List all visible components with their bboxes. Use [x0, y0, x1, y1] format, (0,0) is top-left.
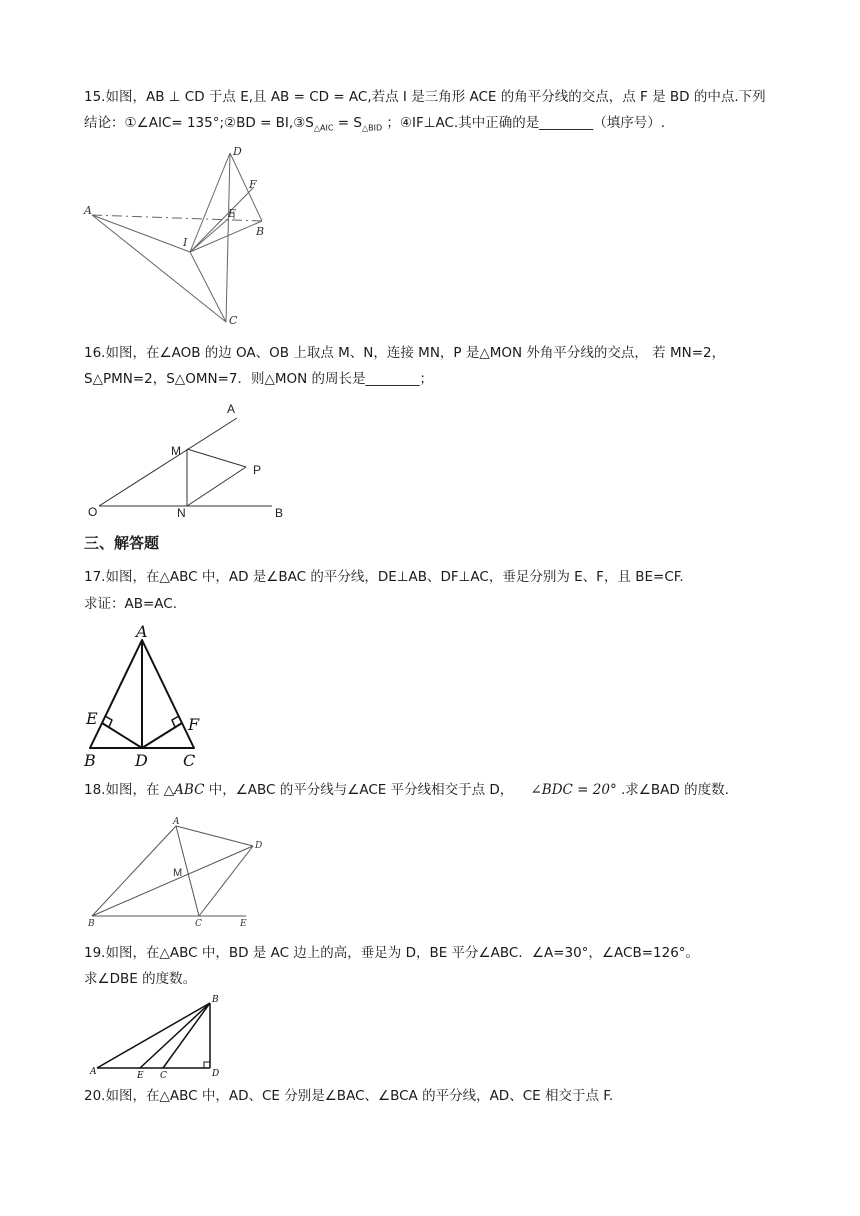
q18-text-b: 中，∠ABC 的平分线与∠ACE 平分线相交于点 D，: [204, 782, 514, 798]
q16-label-p: P: [253, 463, 262, 477]
q15-line-1: 15.如图，AB ⊥ CD 于点 E,且 AB = CD = AC,若点 I 是三角形 ACE 的角平分线的交点，点 F 是 BD 的中点.下列: [84, 89, 766, 105]
q19-right-angle-d: [204, 1062, 210, 1068]
q17-label-c: C: [183, 751, 196, 770]
q18-label-c: C: [195, 919, 202, 929]
q18-label-e: E: [240, 919, 247, 929]
q19-line-2: 求∠DBE 的度数。: [84, 971, 197, 987]
q15-label-d: D: [233, 145, 242, 158]
q19-label-a: A: [90, 1067, 97, 1077]
q17-segment-df: [142, 723, 182, 748]
q17-label-d: D: [135, 751, 148, 770]
q18-label-a: A: [173, 817, 180, 827]
q19-line-ab: [97, 1003, 210, 1068]
q17-label-e: E: [86, 709, 98, 728]
q16-label-b: B: [275, 506, 284, 520]
q17-line-2: 求证：AB=AC.: [84, 596, 178, 612]
q19-line-1: 19.如图，在△ABC 中，BD 是 AC 边上的高，垂足为 D，BE 平分∠ABC．∠A=30°，∠ACB=126°。: [84, 945, 700, 961]
q15-line-ai: [92, 215, 190, 252]
section-3-heading: 三、解答题: [84, 534, 160, 552]
q15-label-i: I: [183, 236, 188, 249]
q18-triangle-abc: △ABC: [163, 782, 205, 798]
q15-line-dc: [226, 153, 230, 322]
q15-subscript-bid: △BID: [361, 123, 383, 133]
q18-angle-bdc: ∠BDC = 20°: [530, 782, 617, 798]
q16-label-o: O: [88, 505, 98, 519]
q15-label-a: A: [84, 204, 92, 217]
q19-label-c: C: [160, 1071, 167, 1081]
q18-line-ad: [176, 826, 253, 846]
q17-figure: [80, 620, 210, 770]
q16-ray-oa: [99, 418, 237, 506]
q15-subscript-aic: △AIC: [313, 123, 334, 133]
q15-line-ic: [190, 252, 226, 322]
q18-text-a: 18.如图，在: [84, 782, 164, 798]
q18-label-m: M: [173, 867, 183, 879]
q19-figure: [84, 992, 234, 1082]
q16-figure: [84, 398, 294, 520]
q17-segment-de: [102, 723, 142, 748]
q19-label-e: E: [137, 1071, 144, 1081]
q16-segment-np: [187, 467, 246, 506]
q16-segment-mp: [187, 449, 246, 467]
q15-label-f: F: [249, 178, 257, 191]
q16-label-n: N: [177, 506, 186, 520]
q18-line-bd: [92, 846, 253, 916]
q16-label-a: A: [227, 402, 236, 416]
q20-line-1: 20.如图，在△ABC 中，AD、CE 分别是∠BAC、∠BCA 的平分线，AD、CE 相交于点 F.: [84, 1088, 614, 1104]
q18-figure: [84, 812, 264, 932]
q16-label-m: M: [171, 444, 181, 458]
q18-line-ba: [92, 826, 176, 916]
q19-line-bc: [163, 1003, 210, 1068]
q15-line-if: [190, 187, 254, 252]
q17-label-b: B: [84, 751, 96, 770]
q18-label-d: D: [255, 841, 263, 851]
q17-label-f: F: [188, 715, 200, 734]
q15-line-2-part-b: = S: [333, 115, 362, 131]
q15-line-ie: [190, 219, 228, 252]
q17-label-a: A: [136, 622, 148, 641]
q15-figure: [80, 140, 280, 335]
q15-label-b: B: [256, 225, 265, 238]
q15-label-e: E: [228, 207, 237, 220]
q19-label-b: B: [212, 995, 219, 1005]
q15-label-c: C: [229, 314, 238, 327]
q17-line-1: 17.如图，在△ABC 中，AD 是∠BAC 的平分线，DE⊥AB、DF⊥AC，垂足分别为 E、F，且 BE=CF.: [84, 569, 684, 585]
q16-line-1: 16.如图，在∠AOB 的边 OA、OB 上取点 M、N，连接 MN，P 是△MON 外角平分线的交点， 若 MN=2，: [84, 345, 726, 361]
q15-line-ac: [92, 215, 226, 322]
q15-line-ab: [92, 215, 262, 221]
q19-line-be: [140, 1003, 210, 1068]
q19-label-d: D: [212, 1069, 220, 1079]
q15-line-2-part-c: ；④IF⊥AC.其中正确的是________（填序号）.: [382, 115, 666, 131]
q15-line-2-part-a: 结论：①∠AIC= 135°;②BD = BI,③S: [84, 115, 314, 131]
q18-line-1: [84, 780, 729, 800]
q18-label-b: B: [88, 919, 95, 929]
q16-line-2: S△PMN=2，S△OMN=7．则△MON 的周长是________；: [84, 371, 434, 387]
q18-text-c: .求∠BAD 的度数.: [616, 782, 729, 798]
q15-line-2: [84, 113, 665, 139]
q18-line-cd: [199, 846, 253, 916]
